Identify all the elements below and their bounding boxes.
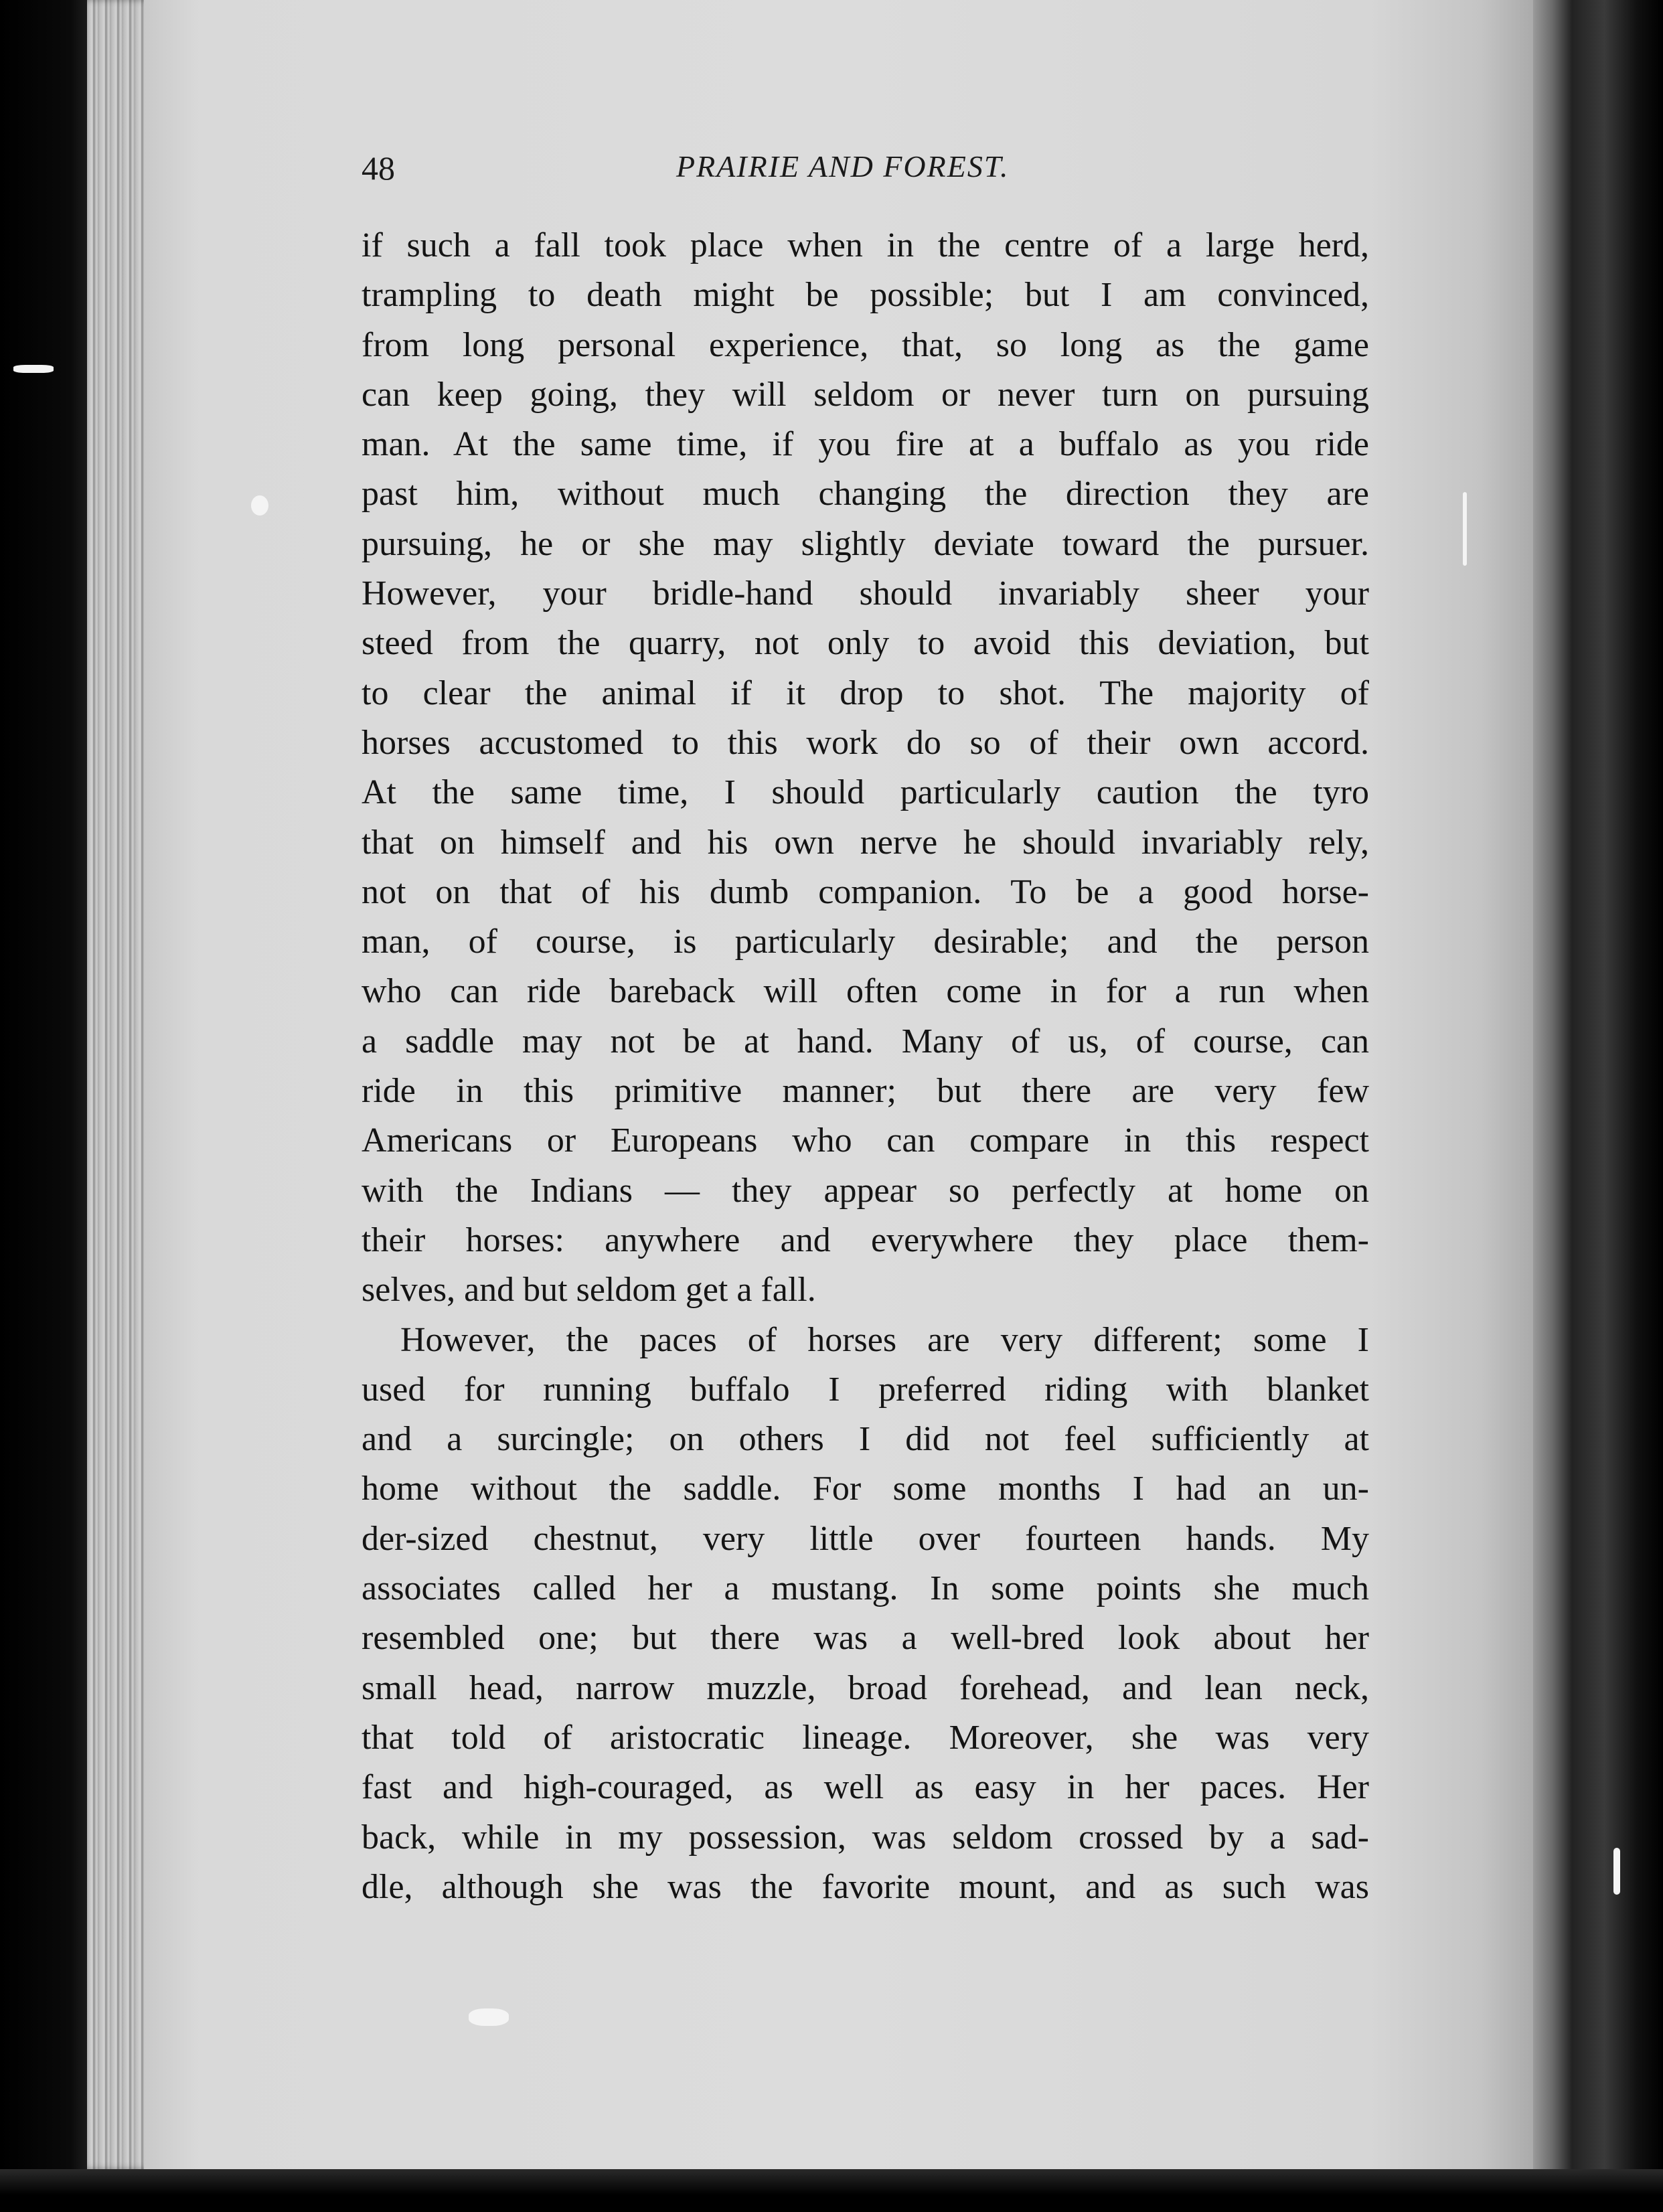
text-line: steed from the quarry, not only to avoid this deviation, but — [362, 624, 1369, 663]
scan-left-margin — [0, 0, 100, 2212]
text-line: associates called her a mustang. In some points she much — [362, 1569, 1369, 1608]
text-line: with the Indians — they appear so perfectly at home on — [362, 1171, 1369, 1210]
text-line: if such a fall took place when in the centre of a large herd, — [362, 226, 1369, 264]
text-line: small head, narrow muzzle, broad forehead, and lean neck, — [362, 1668, 1369, 1707]
text-line: can keep going, they will seldom or never turn on pursuing — [362, 375, 1369, 414]
text-line: dle, although she was the favorite mount, and as such was — [362, 1867, 1369, 1906]
text-line: to clear the animal if it drop to shot. The majority of — [362, 674, 1369, 712]
text-line: that on himself and his own nerve he should invariably rely, — [362, 823, 1369, 862]
text-line: trampling to death might be possible; but I am convinced, — [362, 276, 1369, 315]
page-header — [362, 149, 1369, 195]
scan-speck — [1613, 1848, 1620, 1895]
text-line: not on that of his dumb companion. To be a good horse- — [362, 872, 1369, 911]
scan-speck — [469, 2008, 509, 2026]
paragraph-1 — [362, 221, 1369, 1316]
text-line: resembled one; but there was a well-bred look about her — [362, 1619, 1369, 1658]
text-line: However, your bridle-hand should invariably sheer your — [362, 574, 1369, 613]
text-line: a saddle may not be at hand. Many of us, of course, can — [362, 1022, 1369, 1060]
text-line: back, while in my possession, was seldom crossed by a sad- — [362, 1818, 1369, 1856]
text-line: that told of aristocratic lineage. Moreover, she was very — [362, 1718, 1369, 1757]
text-line: Americans or Europeans who can compare in this respect — [362, 1121, 1369, 1160]
text-line: used for running buffalo I preferred riding with blanket — [362, 1370, 1369, 1409]
text-line: from long personal experience, that, so long as the game — [362, 325, 1369, 364]
text-line: man, of course, is particularly desirable; and the person — [362, 923, 1369, 961]
book-binding-edge — [1533, 0, 1663, 2212]
text-line: ride in this primitive manner; but there are very few — [362, 1072, 1369, 1111]
paragraph-2 — [362, 1316, 1369, 1913]
text-line: However, the paces of horses are very different; some I — [400, 1320, 1369, 1359]
scan-bottom-margin — [0, 2169, 1663, 2212]
text-line: past him, without much changing the direction they are — [362, 475, 1369, 514]
text-line: their horses: anywhere and everywhere they place them- — [362, 1220, 1369, 1259]
text-line: horses accustomed to this work do so of their own accord. — [362, 723, 1369, 762]
scan-speck — [13, 365, 54, 373]
scan-speck — [1463, 492, 1467, 566]
text-line: home without the saddle. For some months I had an un- — [362, 1470, 1369, 1508]
text-line: At the same time, I should particularly caution the tyro — [362, 773, 1369, 812]
running-title: PRAIRIE AND FOREST. — [676, 149, 1010, 183]
page-number: 48 — [362, 149, 395, 187]
text-line: pursuing, he or she may slightly deviate toward the pursuer. — [362, 524, 1369, 563]
text-line: der-sized chestnut, very little over fourteen hands. My — [362, 1519, 1369, 1558]
scan-speck — [251, 495, 268, 516]
text-line: and a surcingle; on others I did not feel sufficiently at — [362, 1420, 1369, 1459]
text-line: who can ride bareback will often come in for a run when — [362, 972, 1369, 1011]
text-line: fast and high-couraged, as well as easy in her paces. Her — [362, 1768, 1369, 1807]
body-text — [362, 221, 1369, 1912]
text-line: man. At the same time, if you fire at a buffalo as you ride — [362, 425, 1369, 464]
text-line: selves, and but seldom get a fall. — [362, 1271, 816, 1310]
